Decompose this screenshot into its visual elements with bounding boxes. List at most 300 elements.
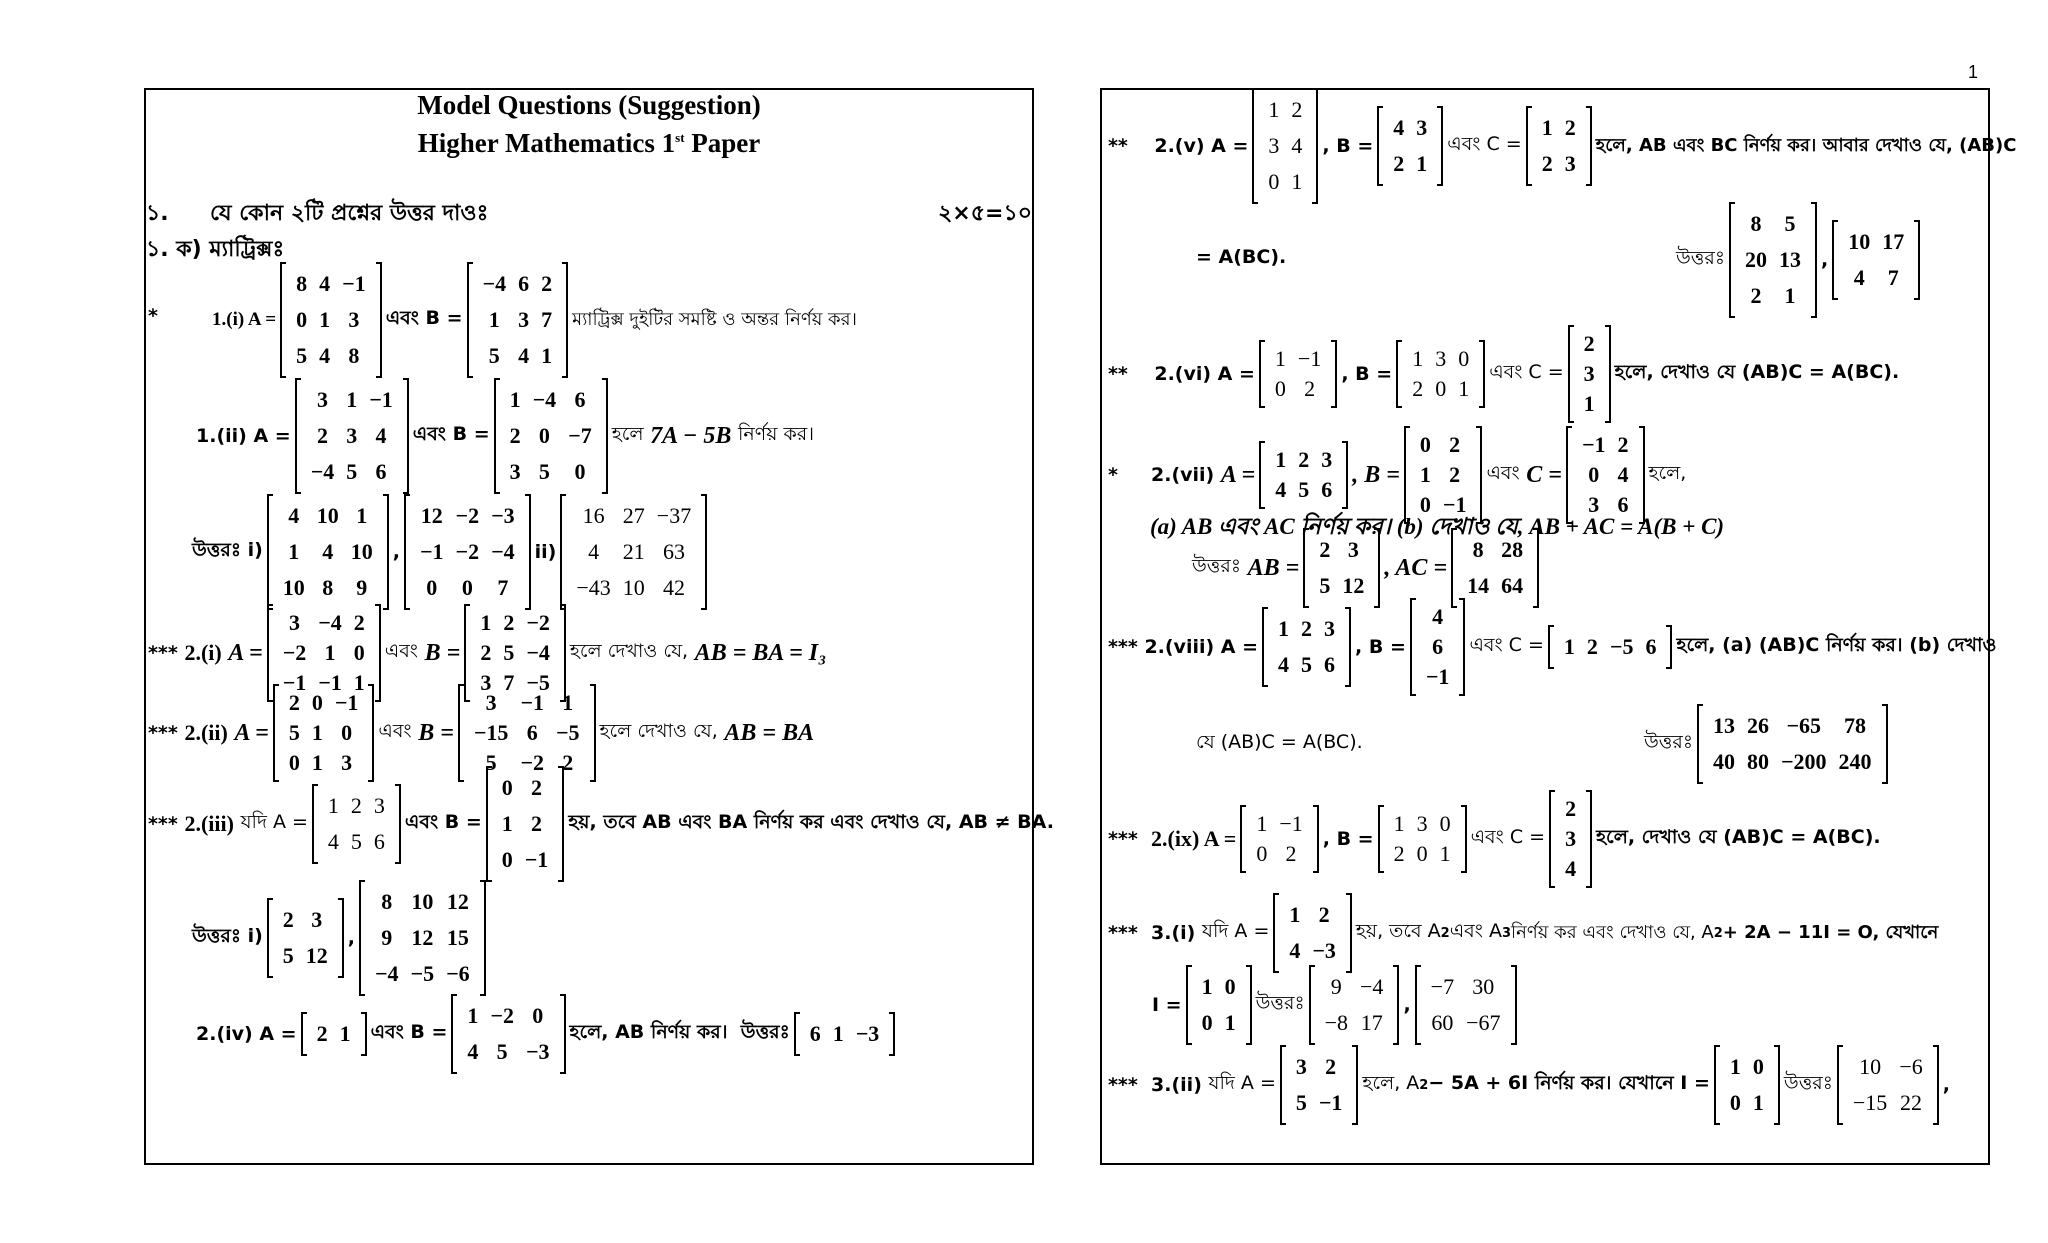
matrix-cell: 1	[1563, 634, 1575, 659]
matrix-cell: 2	[1393, 151, 1405, 176]
question-2iv: 2.(iv) A = 2 1 এবং B = 1 −2 0 4 5 −3 হলে, AB নির্ণয় কর। উত্তরঃ 6 1 −3	[196, 994, 899, 1074]
matrix-cell: 12	[411, 925, 434, 950]
matrix-cell: 0	[1416, 841, 1428, 866]
matrix-cell: 3	[1588, 492, 1600, 517]
matrix-cell: −15	[473, 720, 509, 745]
question-2iii: *** 2.(iii) যদি A = 1 2 3 4 5 6 এবং B = 0 2 1 2 0 −1 হয়, তবে AB এবং BA নির্ণয় কর এবং দেখাও যে, AB ≠ BA.	[148, 772, 1054, 876]
question-1ii: 1.(ii) A = 3 1 −1 2 3 4 −4 5 6 এবং B = 1 −4 6 2 0 −7 3 5 0 হলে 7A − 5B নির্ণয় কর।	[196, 384, 814, 488]
matrix-cell: 1	[562, 690, 574, 715]
matrix-cell: 1	[541, 343, 553, 368]
matrix-cell: 2	[541, 271, 553, 296]
matrix-cell: −1	[334, 690, 359, 715]
matrix-cell: 4	[375, 423, 387, 448]
matrix-cell: 0	[1274, 376, 1286, 401]
matrix	[451, 996, 565, 1072]
matrix-cell: 1	[288, 539, 300, 564]
matrix-cell: 2	[1298, 447, 1310, 472]
matrix	[1259, 342, 1337, 406]
matrix-cell: 5	[1319, 573, 1331, 598]
matrix-cell: −1	[1279, 811, 1303, 836]
instruction: যে কোন ২টি প্রশ্নের উত্তর দাওঃ	[210, 201, 489, 226]
matrix-cell: 10	[411, 889, 434, 914]
matrix	[494, 380, 608, 492]
matrix-cell: −1	[1297, 346, 1322, 371]
matrix-cell: 20	[1744, 247, 1767, 272]
matrix-cell: 1	[467, 1003, 479, 1028]
matrix-cell: 2	[1586, 634, 1598, 659]
matrix-cell: 0	[1419, 432, 1431, 457]
matrix-cell: 0	[288, 750, 300, 775]
matrix-cell: −3	[855, 1021, 880, 1046]
matrix-cell: 3	[311, 907, 323, 932]
matrix-cell: 5	[1295, 1090, 1307, 1115]
matrix-cell: 6	[518, 271, 530, 296]
question-2vii: * 2.(vii) A = 1 2 3 4 5 6 , B = 0 2 1 2 0 −1 এবং C = −1 2 0 4 3 6 হলে,	[1108, 434, 1686, 516]
question-2i: *** 2.(i) A = 3 −4 2 −2 1 0 −1 −1 1 এবং B = 1 2 −2 2 5 −4 3 7 −5 হলে দেখাও যে, AB = BA = I₃	[148, 612, 826, 694]
matrix-cell: 0	[574, 459, 586, 484]
matrix-cell: 5	[296, 343, 308, 368]
matrix-cell: 78	[1844, 713, 1867, 738]
matrix-cell: 1	[1784, 283, 1796, 308]
title-line1: Model Questions (Suggestion)	[417, 90, 761, 120]
matrix-cell: 2	[1393, 841, 1405, 866]
matrix-cell: −5	[1609, 634, 1634, 659]
matrix-cell: 0	[532, 1003, 544, 1028]
matrix-cell: 5	[346, 459, 358, 484]
matrix-cell: 2	[562, 750, 574, 775]
matrix-cell: −5	[410, 961, 435, 986]
matrix-cell: 6	[574, 387, 586, 412]
matrix-cell: 21	[622, 539, 645, 564]
question-3i: *** 3.(i) যদি A = 1 2 4 −3 হয়, তবে A 2 এবং A 3 নির্ণয় কর এবং দেখাও যে, A 2 + 2A − 11I = O, যেখানে	[1108, 894, 1938, 972]
matrix-cell: 2	[1541, 151, 1553, 176]
matrix-cell: 5	[1298, 477, 1310, 502]
question-2vii-line2: (a) AB এবং AC নির্ণয় কর। (b) দেখাও যে, AB + AC = A(B + C)	[1150, 514, 1725, 539]
matrix	[1837, 1047, 1939, 1123]
matrix-cell: 12	[1342, 573, 1365, 598]
matrix-cell: 4	[1432, 604, 1444, 629]
matrix-cell: 1	[327, 793, 339, 818]
matrix-cell: 1	[1289, 902, 1301, 927]
matrix-cell: −5	[526, 670, 550, 695]
matrix-cell: 5	[1784, 211, 1796, 236]
matrix-cell: −5	[555, 720, 580, 745]
matrix-cell: 3	[480, 670, 492, 695]
question-1i: 1.(i) A = 8 4 −1 0 1 3 5 4 8 এবং B = −4 6 2 1 3 7 5 4 1 ম্যাট্রিক্স দুইটির সমষ্টি ও অন্তর নির্ণয় কর।	[212, 268, 857, 372]
matrix-cell: 3	[1268, 133, 1280, 158]
matrix-cell: 0	[1224, 974, 1236, 999]
matrix-cell: 22	[1900, 1090, 1923, 1115]
matrix-cell: 1	[1729, 1054, 1741, 1079]
matrix-cell: −6	[446, 961, 470, 986]
matrix-cell: 9	[381, 925, 393, 950]
matrix-cell: 0	[1729, 1090, 1741, 1115]
matrix-cell: 3	[485, 690, 497, 715]
matrix-cell: 1	[311, 720, 323, 745]
matrix-cell: 3	[1416, 115, 1428, 140]
matrix-cell: −7	[1430, 974, 1455, 999]
matrix-cell: 12	[305, 943, 328, 968]
matrix-cell: 16	[582, 503, 605, 528]
matrix-cell: −4	[310, 459, 335, 484]
matrix-cell: 6	[809, 1021, 821, 1046]
matrix	[1832, 222, 1920, 298]
matrix	[1697, 706, 1888, 782]
matrix-cell: 30	[1472, 974, 1495, 999]
matrix-cell: 4	[1278, 652, 1290, 677]
question-2ii: *** 2.(ii) A = 2 0 −1 5 1 0 0 1 3 এবং B = 3 −1 1 −15 6 −5 5 −2 2 হলে দেখাও যে, AB = BA	[148, 692, 814, 774]
matrix	[295, 380, 409, 492]
matrix-cell: 1	[1274, 346, 1286, 371]
matrix-cell: −4	[318, 610, 342, 635]
matrix-cell: −2	[490, 1003, 514, 1028]
section-heading: ১. ক) ম্যাট্রিক্সঃ	[146, 237, 285, 262]
matrix-cell: 240	[1838, 749, 1872, 774]
matrix-cell: 0	[1439, 811, 1451, 836]
matrix-cell: 1	[1458, 376, 1470, 401]
matrix-cell: 6	[526, 720, 538, 745]
matrix-cell: 0	[461, 575, 473, 600]
matrix-cell: 5	[503, 640, 515, 665]
matrix	[301, 1014, 367, 1054]
page-number: 1	[1968, 62, 1979, 82]
instruction-number: ১.	[146, 201, 169, 226]
matrix-cell: 14	[1467, 573, 1490, 598]
matrix-cell: −15	[1852, 1090, 1888, 1115]
matrix-cell: −37	[656, 503, 692, 528]
matrix	[1549, 792, 1592, 886]
matrix-cell: 2	[1412, 376, 1424, 401]
matrix-cell: 2	[1319, 537, 1331, 562]
matrix-cell: 1	[1224, 1010, 1236, 1035]
matrix-cell: 13	[1778, 247, 1801, 272]
matrix-cell: 2	[1565, 796, 1577, 821]
matrix-cell: 2	[1301, 616, 1313, 641]
matrix-cell: 8	[1472, 537, 1484, 562]
matrix-cell: 0	[1435, 376, 1447, 401]
matrix-cell: −4	[526, 640, 550, 665]
matrix-cell: 3	[518, 307, 530, 332]
matrix-cell: 0	[501, 847, 513, 872]
matrix-cell: 1	[1201, 974, 1213, 999]
matrix-cell: 10	[350, 539, 373, 564]
matrix-cell: 10	[282, 575, 305, 600]
matrix-cell: 12	[420, 503, 443, 528]
matrix-cell: 3	[373, 793, 385, 818]
matrix	[1526, 108, 1592, 184]
matrix-cell: −4	[482, 271, 507, 296]
matrix-cell: 5	[496, 1039, 508, 1064]
matrix-cell: 1	[1439, 841, 1451, 866]
matrix-cell: 3	[346, 423, 358, 448]
matrix	[1280, 1047, 1359, 1123]
matrix-cell: 5	[1301, 652, 1313, 677]
matrix-cell: 2	[282, 907, 294, 932]
matrix-cell: 4	[588, 539, 600, 564]
matrix-cell: 5	[488, 343, 500, 368]
matrix-cell: 2	[509, 423, 521, 448]
matrix-cell: 1	[1752, 1090, 1764, 1115]
matrix-cell: −3	[1312, 938, 1336, 963]
matrix-cell: 0	[353, 640, 365, 665]
matrix-cell: 1	[324, 640, 336, 665]
matrix-cell: 2	[531, 811, 543, 836]
matrix	[1377, 108, 1443, 184]
matrix	[486, 768, 565, 880]
question-2v: ** 2.(v) A = 1 2 3 4 0 1 , B = 4 3 2 1 এবং C = 1 2 2 3 হলে, AB এবং BC নির্ণয় কর। আবার দেখাও যে, (AB)C	[1108, 92, 2016, 200]
matrix	[1729, 204, 1817, 316]
matrix	[1568, 327, 1611, 421]
matrix-cell: 0	[538, 423, 550, 448]
matrix-cell: 8	[296, 271, 308, 296]
matrix-cell: −65	[1786, 713, 1822, 738]
matrix-cell: 5	[282, 943, 294, 968]
matrix	[1378, 807, 1467, 871]
matrix-cell: 3	[316, 387, 328, 412]
question-2viii-continued: যে (AB)C = A(BC).	[1196, 731, 1363, 753]
matrix-cell: 9	[356, 575, 368, 600]
matrix-cell: 9	[1330, 974, 1342, 999]
matrix-cell: 2	[316, 423, 328, 448]
matrix-cell: 4	[1853, 265, 1865, 290]
matrix-cell: 5	[485, 750, 497, 775]
question-2v-continued: = A(BC).	[1196, 246, 1287, 268]
matrix-cell: 8	[348, 343, 360, 368]
matrix-cell: 3	[1321, 447, 1333, 472]
matrix-cell: 2	[531, 775, 543, 800]
matrix	[1252, 90, 1318, 202]
matrix-cell: 0	[1419, 492, 1431, 517]
matrix-cell: −1	[1442, 492, 1467, 517]
matrix	[1186, 967, 1252, 1043]
matrix-cell: 6	[1645, 634, 1657, 659]
matrix-cell: 0	[1256, 841, 1268, 866]
matrix-cell: −1	[1581, 432, 1606, 457]
matrix-cell: 0	[1588, 462, 1600, 487]
matrix	[458, 686, 596, 780]
matrix-cell: 7	[503, 670, 515, 695]
matrix-cell: −4	[532, 387, 557, 412]
matrix-cell: 17	[1882, 229, 1905, 254]
matrix-cell: −67	[1466, 1010, 1501, 1035]
matrix	[267, 900, 344, 976]
matrix-cell: 2	[1583, 331, 1595, 356]
matrix-cell: 27	[622, 503, 645, 528]
matrix-cell: 2	[316, 1021, 328, 1046]
answer-2iii: উত্তরঃ i) 2 3 5 12 , 8 10 12 9 12 15 −4 −5 −6	[192, 884, 490, 992]
matrix-cell: −7	[568, 423, 592, 448]
matrix	[267, 496, 389, 608]
matrix-cell: 1	[1412, 346, 1424, 371]
matrix-cell: −4	[1360, 974, 1384, 999]
matrix-cell: 4	[319, 343, 331, 368]
matrix-cell: 6	[1324, 652, 1336, 677]
matrix-cell: 1	[1583, 391, 1595, 416]
matrix-cell: 10	[1848, 229, 1871, 254]
matrix-cell: 2	[1285, 841, 1297, 866]
matrix-cell: 4	[322, 539, 334, 564]
answer-1: উত্তরঃ i) 4 10 1 1 4 10 10 8 9 , 12 −2 −3 −1 −2 −4 0 0 7 ii) 16 27 −37 4 21 63 −43 10 42	[192, 498, 711, 606]
matrix-cell: 80	[1746, 749, 1769, 774]
matrix-cell: 8	[322, 575, 334, 600]
matrix-cell: 2	[350, 793, 362, 818]
matrix-cell: −1	[420, 539, 444, 564]
matrix	[794, 1014, 896, 1054]
matrix-cell: 28	[1501, 537, 1524, 562]
question-2viii: *** 2.(viii) A = 1 2 3 4 5 6 , B = 4 6 −1 এবং C = 1 2 −5 6 হলে, (a) (AB)C নির্ণয় কর। (b) দেখাও	[1108, 592, 1996, 702]
matrix-cell: 2	[1291, 97, 1303, 122]
matrix-cell: 3	[348, 307, 360, 332]
matrix-cell: 63	[662, 539, 685, 564]
matrix-cell: 1	[1416, 151, 1428, 176]
matrix-cell: 26	[1746, 713, 1769, 738]
matrix-cell: −2	[520, 750, 544, 775]
matrix-cell: 4	[1291, 133, 1303, 158]
matrix	[1415, 967, 1517, 1043]
matrix-cell: 7	[541, 307, 553, 332]
matrix-cell: 3	[1564, 151, 1576, 176]
matrix	[1259, 443, 1348, 507]
matrix-cell: 1	[1541, 115, 1553, 140]
matrix-cell: 6	[1432, 634, 1444, 659]
matrix-cell: 1	[488, 307, 500, 332]
matrix-cell: 1	[480, 610, 492, 635]
matrix-cell: 64	[1501, 573, 1524, 598]
matrix	[1396, 342, 1485, 406]
matrix-cell: 3	[509, 459, 521, 484]
matrix	[359, 882, 486, 994]
marks: ২×৫=১০	[938, 201, 1033, 226]
matrix-cell: −2	[455, 503, 480, 528]
answer-2viii: উত্তরঃ 13 26 −65 78 40 80 −200 240	[1644, 704, 1892, 784]
matrix-cell: 3	[1347, 537, 1359, 562]
question-3ii: *** 3.(ii) যদি A = 3 2 5 −1 হলে, A 2 − 5A + 6I নির্ণয় কর। যেখানে I = 1 0 0 1 উত্তরঃ 10 −6 −15 22 ,	[1108, 1044, 1950, 1126]
matrix-cell: 4	[319, 271, 331, 296]
matrix-cell: 1	[1256, 811, 1268, 836]
matrix-cell: 10	[622, 575, 645, 600]
matrix-cell: 4	[1565, 856, 1577, 881]
matrix	[1262, 609, 1351, 685]
matrix	[273, 686, 375, 780]
matrix-cell: 2	[1325, 1054, 1337, 1079]
matrix-cell: 0	[1458, 346, 1470, 371]
matrix-cell: 1	[832, 1021, 844, 1046]
matrix-cell: 2	[1449, 432, 1461, 457]
matrix-cell: −2	[282, 640, 307, 665]
matrix-cell: 1	[346, 387, 358, 412]
matrix-cell: 1	[1419, 462, 1431, 487]
matrix-cell: 8	[381, 889, 393, 914]
matrix-cell: 0	[296, 307, 308, 332]
matrix-cell: 1	[339, 1021, 351, 1046]
matrix-cell: 3	[1565, 826, 1577, 851]
matrix-cell: 2	[1304, 376, 1316, 401]
star-q1i: *	[148, 305, 158, 327]
matrix-cell: 2	[480, 640, 492, 665]
matrix-cell: 2	[288, 690, 300, 715]
matrix-cell: 1	[353, 670, 365, 695]
matrix	[404, 496, 531, 608]
matrix	[1273, 895, 1352, 971]
matrix-cell: 2	[1318, 902, 1330, 927]
matrix-cell: 8	[1750, 211, 1762, 236]
matrix-cell: 40	[1712, 749, 1735, 774]
matrix-cell: 0	[311, 690, 323, 715]
matrix-cell: 6	[1617, 492, 1629, 517]
matrix-cell: 60	[1431, 1010, 1454, 1035]
matrix-cell: 2	[1617, 432, 1629, 457]
matrix-cell: −3	[491, 503, 515, 528]
matrix	[1309, 967, 1400, 1043]
matrix-cell: 17	[1360, 1010, 1383, 1035]
matrix-cell: 3	[1583, 361, 1595, 386]
matrix-cell: 0	[1268, 169, 1280, 194]
matrix-cell: 5	[350, 829, 362, 854]
matrix-cell: 10	[1859, 1054, 1882, 1079]
matrix	[467, 264, 569, 376]
matrix-cell: −2	[526, 610, 550, 635]
matrix-cell: 0	[341, 720, 353, 745]
matrix-cell: −1	[282, 670, 307, 695]
matrix-cell: 4	[327, 829, 339, 854]
matrix	[1714, 1047, 1780, 1123]
matrix-cell: 1	[1278, 616, 1290, 641]
matrix	[560, 496, 707, 608]
matrix-cell: −1	[318, 670, 342, 695]
matrix-cell: 6	[375, 459, 387, 484]
question-3i-identity: I = 1 0 0 1 উত্তরঃ 9 −4 −8 17 , −7 30 60 −67	[1152, 966, 1521, 1044]
matrix-cell: 1	[1268, 97, 1280, 122]
matrix-cell: −1	[369, 387, 393, 412]
matrix-cell: 3	[1416, 811, 1428, 836]
matrix-cell: 4	[1393, 115, 1405, 140]
matrix-cell: −43	[576, 575, 611, 600]
matrix-cell: −1	[1425, 664, 1450, 689]
matrix-cell: 5	[288, 720, 300, 745]
matrix	[1410, 600, 1466, 694]
matrix-cell: 1	[356, 503, 368, 528]
matrix-cell: −8	[1324, 1010, 1349, 1035]
matrix-cell: −6	[1899, 1054, 1923, 1079]
matrix-cell: 2	[1449, 462, 1461, 487]
matrix-cell: 7	[497, 575, 509, 600]
matrix	[1240, 807, 1318, 871]
matrix-cell: 1	[311, 750, 323, 775]
matrix-cell: 1	[1393, 811, 1405, 836]
matrix-cell: 0	[501, 775, 513, 800]
matrix-cell: 1	[1275, 447, 1287, 472]
matrix-cell: 3	[288, 610, 300, 635]
matrix-cell: 4	[1289, 938, 1301, 963]
matrix-cell: −3	[525, 1039, 550, 1064]
matrix-cell: 0	[1201, 1010, 1213, 1035]
matrix-cell: 4	[288, 503, 300, 528]
matrix-cell: −4	[375, 961, 399, 986]
matrix-cell: −1	[520, 690, 544, 715]
matrix-cell: 3	[1435, 346, 1447, 371]
matrix-cell: 4	[518, 343, 530, 368]
matrix-cell: 1	[501, 811, 513, 836]
matrix-cell: 15	[446, 925, 469, 950]
matrix-cell: −2	[455, 539, 480, 564]
matrix-cell: 4	[1617, 462, 1629, 487]
matrix-cell: 3	[1324, 616, 1336, 641]
matrix-cell: 2	[353, 610, 365, 635]
matrix-cell: 6	[1321, 477, 1333, 502]
matrix-cell: −1	[342, 271, 366, 296]
matrix-cell: 4	[1275, 477, 1287, 502]
matrix	[312, 786, 401, 862]
